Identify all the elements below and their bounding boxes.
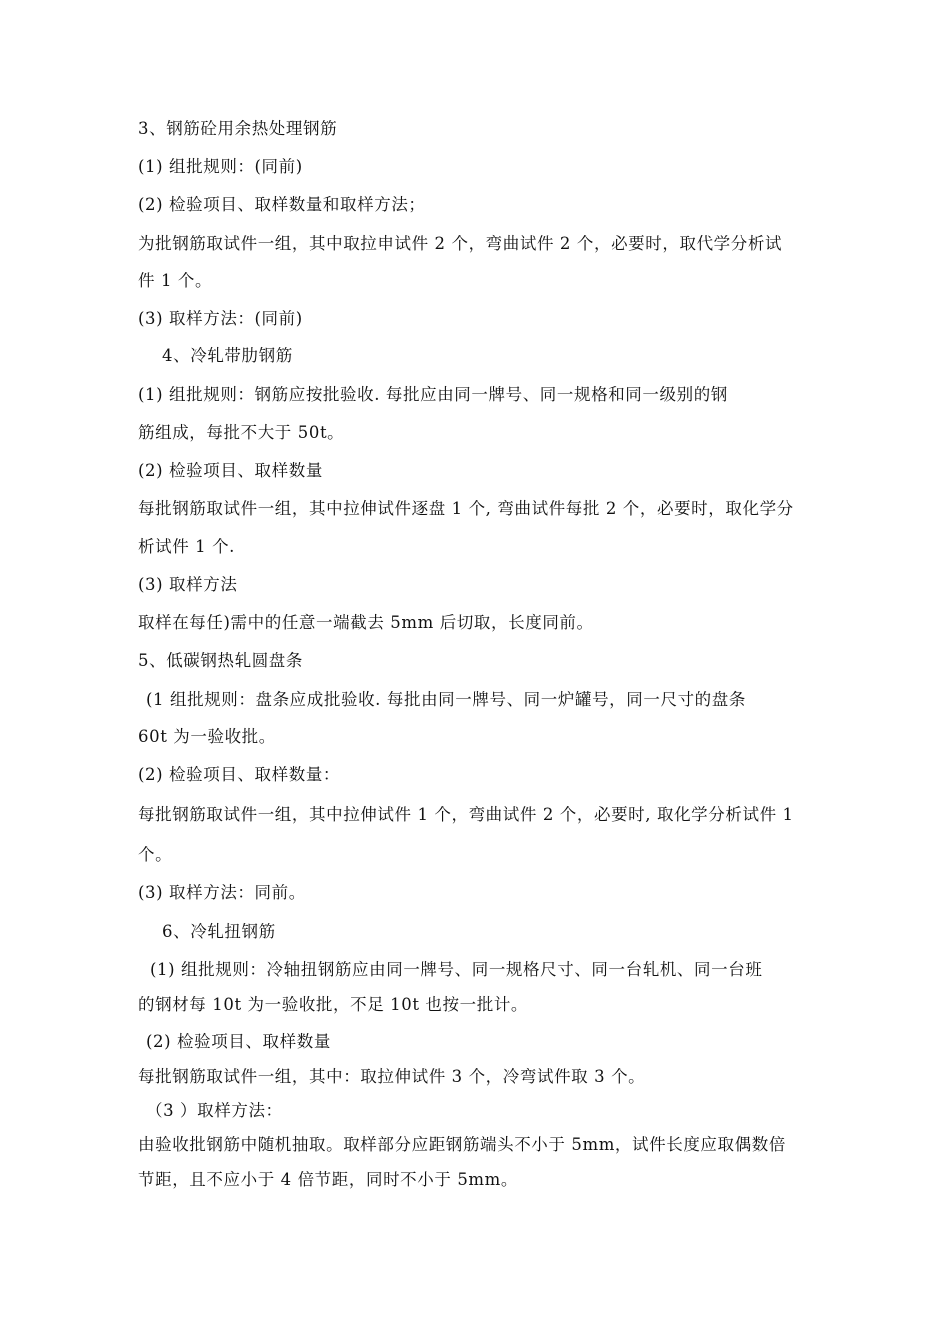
- text-line: 每批钢筋取试件一组，其中拉伸试件 1 个，弯曲试件 2 个，必要时, 取化学分析试件 1: [138, 805, 794, 824]
- text-line: (3) 取样方法：(同前): [138, 309, 303, 328]
- text-line: 析试件 1 个.: [138, 537, 236, 556]
- section-heading-5: 5、低碳钢热轧圆盘条: [138, 651, 303, 670]
- text-line: 件 1 个。: [138, 271, 213, 290]
- text-line: (2) 检验项目、取样数量: [138, 461, 323, 480]
- text-line: (2) 检验项目、取样数量：: [138, 765, 341, 784]
- text-line: 筋组成，每批不大于 50t。: [138, 423, 345, 442]
- text-line: （3 ）取样方法：: [146, 1101, 283, 1120]
- section-heading-3: 3、钢筋砼用余热处理钢筋: [138, 119, 338, 138]
- text-line: (2) 检验项目、取样数量和取样方法；: [138, 195, 426, 214]
- text-line: (2) 检验项目、取样数量: [146, 1032, 331, 1051]
- text-line: 为批钢筋取试件一组，其中取拉申试件 2 个，弯曲试件 2 个，必要时，取代学分析试: [138, 234, 783, 253]
- section-heading-4: 4、冷轧带肋钢筋: [162, 346, 293, 365]
- section-heading-6: 6、冷轧扭钢筋: [162, 922, 276, 941]
- text-line: 个。: [138, 845, 173, 864]
- text-line: 取样在每任)需中的任意一端截去 5mm 后切取，长度同前。: [138, 613, 594, 632]
- text-line: (1) 组批规则：钢筋应按批验收. 每批应由同一牌号、同一规格和同一级别的钢: [138, 385, 728, 404]
- text-line: (1 组批规则：盘条应成批验收. 每批由同一牌号、同一炉罐号，同一尺寸的盘条: [146, 690, 746, 709]
- text-line: (3) 取样方法: [138, 575, 238, 594]
- text-line: 由验收批钢筋中随机抽取。取样部分应距钢筋端头不小于 5mm，试件长度应取偶数倍: [138, 1135, 786, 1154]
- text-line: 节距，且不应小于 4 倍节距，同时不小于 5mm。: [138, 1170, 519, 1189]
- text-line: (3) 取样方法：同前。: [138, 883, 306, 902]
- text-line: 每批钢筋取试件一组，其中拉伸试件逐盘 1 个, 弯曲试件每批 2 个，必要时，取化学分: [138, 499, 794, 518]
- text-line: (1) 组批规则：(同前): [138, 157, 303, 176]
- text-line: 60t 为一验收批。: [138, 727, 276, 746]
- text-line: 每批钢筋取试件一组，其中：取拉伸试件 3 个，冷弯试件取 3 个。: [138, 1067, 646, 1086]
- text-line: (1) 组批规则：冷轴扭钢筋应由同一牌号、同一规格尺寸、同一台轧机、同一台班: [150, 960, 763, 979]
- text-line: 的钢材每 10t 为一验收批，不足 10t 也按一批计。: [138, 995, 529, 1014]
